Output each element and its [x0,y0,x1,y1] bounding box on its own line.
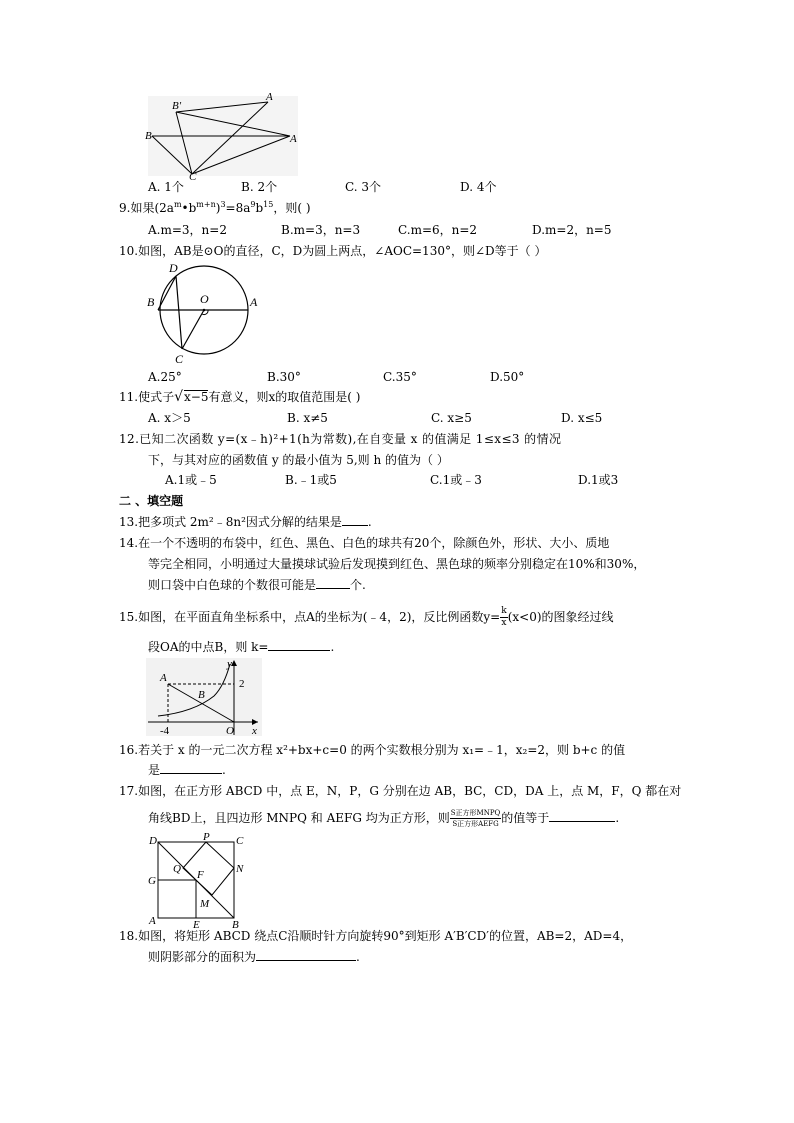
q11-option-d: D. x≤5 [561,411,603,425]
q15-label-a: A [160,672,167,684]
q16-line2: 是 . [148,763,226,777]
q8-label-a-top: A [266,92,273,103]
q14-line3: 则口袋中白色球的个数很可能是 个. [148,578,366,592]
q12-option-a: A.1或﹣5 [165,473,217,487]
q8-label-bprime: B' [172,100,182,112]
q10-label-b: B [147,295,155,309]
q14-answer-blank[interactable] [316,576,350,589]
q16-answer-blank[interactable] [160,761,222,774]
q18-line1: 18.如图，将矩形 ABCD 绕点C沿顺时针方向旋转90°到矩形 A′B′CD′的位置，AB=2，AD=4， [119,929,633,943]
q12-option-b: B.﹣1或5 [285,473,337,487]
q11-option-a: A. x＞5 [148,411,191,425]
q10-label-o: O [200,292,209,306]
q17-label-a: A [149,915,156,927]
q17-label-n: N [236,863,244,875]
q10-figure [144,262,264,366]
q13-question: 13.把多项式 2m²﹣8n²因式分解的结果是 . [119,515,372,529]
q11-option-b: B. x≠5 [287,411,328,425]
q17-fraction: $\frac{\text{S正方形MNPQ}}{\text{S正方形AEFG}}$ [450,809,501,828]
q18-line2: 则阴影部分的面积为 . [148,950,360,964]
q10-question: 10.如图，AB是⊙O的直径，C，D为圆上两点，∠AOC=130°，则∠D等于（ ） [119,244,547,258]
q13-answer-blank[interactable] [342,513,368,526]
q8-label-b: B [145,130,152,142]
q10-option-c: C.35° [383,370,417,384]
q11-option-c: C. x≥5 [431,411,472,425]
q14-line2: 等完全相同，小明通过大量摸球试验后发现摸到红色、黑色球的频率分别稳定在10%和30%， [148,557,646,571]
q15-label-2: 2 [239,678,245,690]
q12-line1: 12.已知二次函数 y=(x﹣h)²+1(h为常数),在自变量 x 的值满足 1≤x≤3 的情况 [119,432,562,446]
q8-option-d: D. 4个 [460,180,497,194]
q17-label-e: E [193,919,200,928]
q10-label-c: C [175,352,184,366]
q17-figure [146,832,246,928]
q17-label-q: Q [173,863,181,875]
q14-line1: 14.在一个不透明的布袋中，红色、黑色、白色的球共有20个，除颜色外，形状、大小、质地 [119,536,610,550]
q17-answer-blank[interactable] [549,809,615,822]
q10-option-b: B.30° [267,370,301,384]
q9-question: 9.如果$(2a^m•b^{m+n})^3=8a^9b^{15}$，则( ) [119,200,311,215]
q11-radicand: x−5 [184,390,209,404]
q17-label-b: B [232,919,239,928]
q15-label-x: x [252,725,257,737]
q12-option-c: C.1或﹣3 [430,473,482,487]
q17-label-c: C [236,835,244,847]
q15-line2: 段OA的中点B，则 k= . [148,640,335,654]
q15-label-b: B [198,689,205,701]
section-title-fill-in: 二 、填空题 [119,494,184,508]
q17-label-f: F [197,869,204,881]
q17-label-g: G [148,875,156,887]
q9-option-c: C.m=6，n=2 [398,223,478,237]
q17-label-m: M [200,898,210,910]
q10-option-a: A.25° [148,370,182,384]
q15-figure [144,656,264,738]
q17-label-d: D [149,835,157,847]
q10-label-d: D [169,262,178,275]
q12-line2: 下，与其对应的函数值 y 的最小值为 5,则 h 的值为（ ） [148,453,449,467]
q17-line1: 17.如图，在正方形 ABCD 中，点 E，N，P，G 分别在边 AB，BC，CD，DA 上，点 M，F，Q 都在对 [119,784,682,798]
q8-option-a: A. 1个 [148,180,184,194]
q16-line1: 16.若关于 x 的一元二次方程 x²+bx+c=0 的两个实数根分别为 x₁=﹣1，x₂=2，则 b+c 的值 [119,743,626,757]
q15-label-y: y [227,658,232,670]
q15-label-neg4: -4 [160,725,170,737]
q9-option-b: B.m=3，n=3 [281,223,361,237]
q10-label-a: A [250,295,258,309]
q12-option-d: D.1或3 [578,473,619,487]
q18-answer-blank[interactable] [256,948,356,961]
q15-label-o: O [226,725,234,737]
q11-question: 11.使式子√x−5有意义，则x的取值范围是( ) [119,389,361,405]
q15-fraction: $\frac{k}{x}$ [501,606,507,628]
q9-option-d: D.m=2，n=5 [532,223,612,237]
q15-answer-blank[interactable] [268,638,330,651]
q9-option-a: A.m=3，n=2 [148,223,227,237]
q8-option-c: C. 3个 [345,180,382,194]
q8-figure [140,92,310,180]
q17-line2: 角线BD上，且四边形 MNPQ 和 AEFG 均为正方形，则 $\frac{\text{S正方形MNPQ}}{\text{S正方形AEFG}}$ 的值等于 . [148,809,620,828]
q8-label-a-right: A [290,133,297,145]
q8-option-b: B. 2个 [241,180,278,194]
q8-label-c: C [189,171,197,180]
q10-option-d: D.50° [490,370,525,384]
q17-label-p: P [203,832,210,843]
q15-line1: 15.如图，在平面直角坐标系中，点A的坐标为(﹣4，2)，反比例函数y= $\frac{k}{x}$ (x<0)的图象经过线 [119,606,614,628]
